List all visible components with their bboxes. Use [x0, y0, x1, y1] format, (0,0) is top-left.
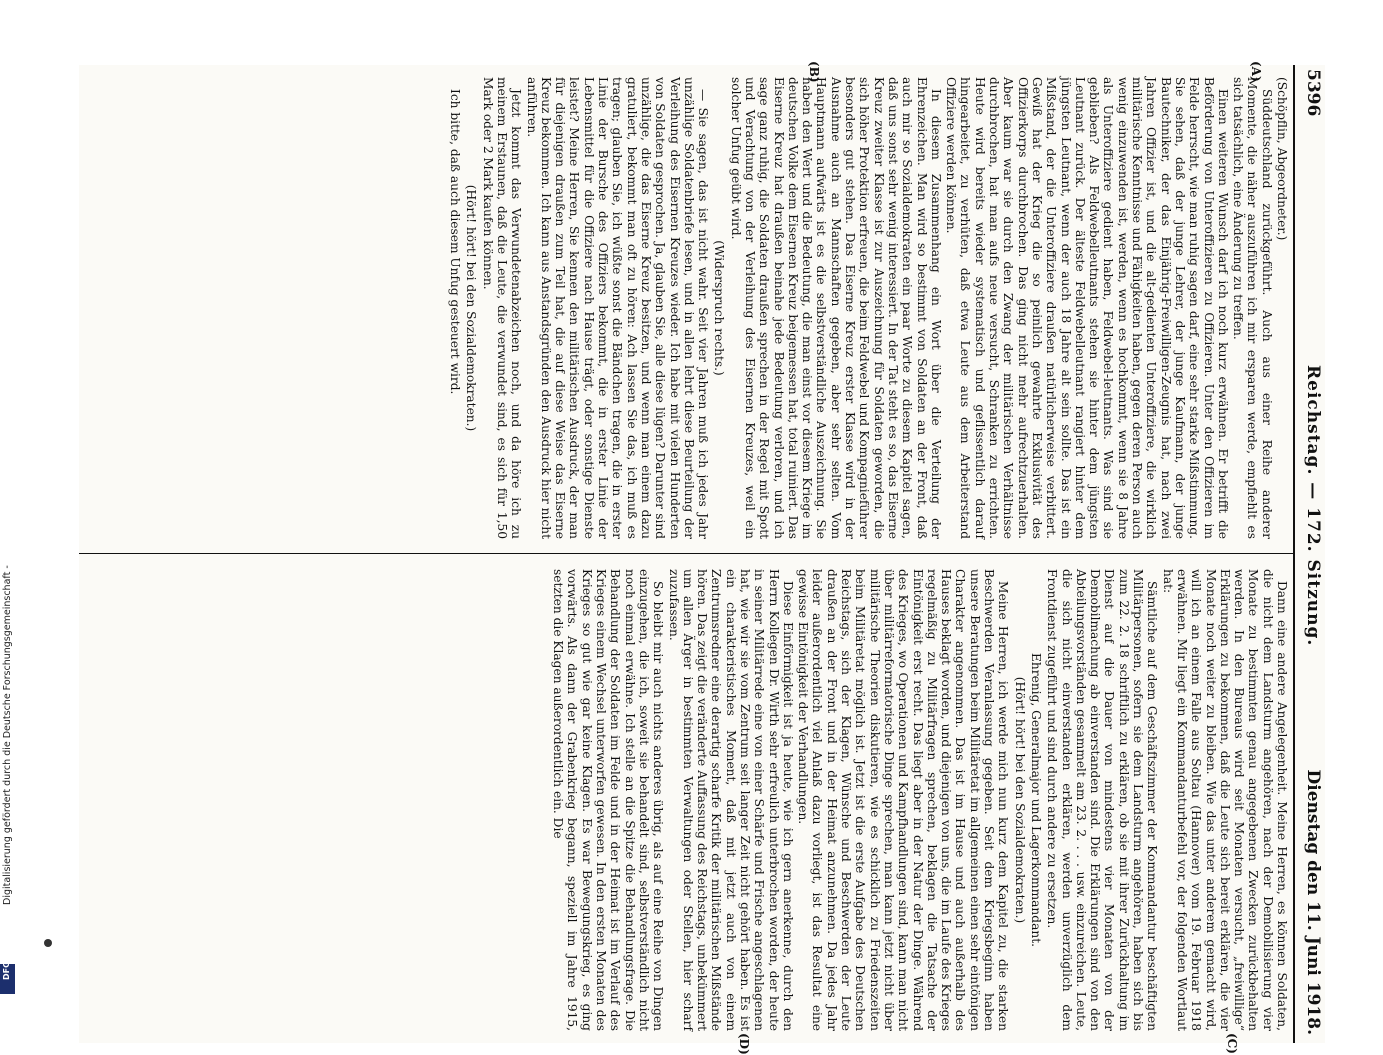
ink-spot	[44, 939, 52, 947]
margin-marker-b: (B)	[807, 61, 821, 83]
column-divider	[79, 553, 1293, 554]
paragraph: Dann eine andere Angelegenheit. Meine Herren, es können Soldaten, die nicht dem Landsturm angehören, nach der Demobilisierung vier Monate zu bestimmten genau angegebenen Zwecken zurückbehalten werden. In den Bureaus wird seit Monaten versucht, „freiwillige“ Erklärungen zu bekommen, daß die Leute sich bereit erklären, die vier Monate noch weiter zu bleiben. Wie das unter anderem gemacht wird, will ich an einem Falle aus Soltau (Hannover) vom 19. Februar 1918 erwähnen. Mir liegt ein Kommandanturbefehl vor, der folgenden Wortlaut hat:	[1160, 569, 1289, 1031]
page-number: 5396	[1303, 69, 1323, 117]
header-rule	[1293, 65, 1295, 1043]
interjection: (Hört! hört! bei den Sozialdemokraten.)	[1012, 676, 1027, 924]
signature-line: Ehrenig, Generalmajor und Lagerkommandant.	[1028, 653, 1043, 947]
left-column	[447, 77, 1289, 539]
page-header	[1297, 65, 1325, 1043]
paragraph: Meine Herren, ich werde mich nun kurz dem Kapitel zu, die starken Beschwerden Veranlassung gegeben. Seit dem Kriegsbeginn haben unsere Beratungen beim Militäretat im allgemeinen einen sehr eintönigen Charakter angenommen. Das ist im Hause und auch außerhalb des Hauses beklagt worden, und diejenigen von uns, die im Laufe des Krieges regelmäßig zu Militärfragen sprechen, beklagen die Tatsache der Eintönigkeit erst recht. Das liegt aber in der Natur der Dinge. Während des Krieges, wo Operationen und Kampfhandlungen sind, kann man nicht über militärreformatorische Dinge sprechen, man kann jetzt nicht über militärische Theorien diskutieren, wie es schicklich zu Friedenszeiten beim Militäretat möglich ist. Jetzt ist die erste Aufgabe des Deutschen Reichstags, sich der Klagen, Wünsche und Beschwerden der Leute draußen an der Front und in der Heimat anzunehmen. Da jedes Jahr leider außerordentlich viel Anlaß dazu vorliegt, ist das Resultat eine gewisse Eintönigkeit der Verhandlungen.	[796, 569, 1011, 1031]
interjection: (Hört! hört! bei den Sozialdemokraten.)	[464, 184, 479, 432]
speaker-line: (Schöpflin, Abgeordneter.)	[1275, 77, 1289, 241]
dfg-logo	[0, 961, 15, 994]
margin-marker-c: (C)	[1225, 1033, 1239, 1054]
margin-marker-d: (D)	[737, 1033, 751, 1055]
right-column	[550, 569, 1289, 1031]
paragraph: Jetzt kommt das Verwundetenabzeichen noch, und da höre ich zu meinem Erstaunen, daß die Leute, die verwundet sind, es sich für 1,50 Mark oder 2 Mark kaufen können.	[480, 77, 524, 539]
funding-credit: Digitalisierung gefördert durch die Deutsche Forschungsgemeinschaft -	[2, 565, 13, 905]
digitization-sidebar	[0, 0, 18, 1000]
session-date: Dienstag den 11. Juni 1918.	[1303, 769, 1323, 1035]
paragraph: In diesem Zusammenhang ein Wort über die Verteilung der Ehrenzeichen. Man wird so bestimmt von Soldaten an der Front, daß auch mir so Sozialdemokraten ein paar Worte zu diesem Kapitel sagen, daß uns sonst sehr wenig interessiert. In der Tat steht es so, das Eiserne Kreuz zweiter Klasse ist zur Auszeichnung für Soldaten geworden, die sich höher Protektion erfreuen, die beim Feldwebel und Kompagnieführer besonders gut stehen. Das Eiserne Kreuz erster Klasse wird in der Ausnahme auch an Mannschaften gegeben, aber sehr selten. Vom Hauptmann aufwärts ist es die selbstverständliche Auszeichnung. Sie haben den Wert und die Bedeutung, die man einst vor diesem Kriege im deutschen Volke dem Eisernen Kreuz beigemessen hat, total ruiniert. Das Eiserne Kreuz hat draußen beinahe jede Bedeutung verloren, und ich sage ganz ruhig, die Soldaten draußen sprechen in der Regel mit Spott und Verachtung von der Verleihung des Eisernen Kreuzes, weil ein solcher Unfug geübt wird.	[728, 77, 943, 539]
paragraph: — Sie sagen, das ist nicht wahr. Seit vier Jahren muß ich jedes Jahr unzählige Soldatenbriefe lesen, und in allen lehrt diese Beurteilung der Verleihung des Eisernen Kreuzes wieder. Ich habe mit vielen Hunderten von Soldaten gesprochen. Ja, glauben Sie, alle diese lügen? Darunter sind unzählige, die das Eiserne Kreuz besitzen, und wenn man einem dazu gratuliert, bekommt man oft zu hören: Ach lassen Sie das, ich muß es tragen; glauben Sie, ich wüßte sonst die Bändchen tragen, die in erster Linie der Bursche des Offiziers bekommt, die in erster Linie der Lebensmittel für die Offiziere nach Hause trägt, oder sonstige Dienste leistet? Meine Herren, Sie kennen den militärischen Ausdruck, der man für diejenigen draußen zum Teil hat, die auf diese Weise das Eiserne Kreuz bekommen. Ich kann aus Anstandsgründen den Ausdruck hier nicht anführen.	[524, 77, 711, 539]
margin-marker-a: (A)	[1249, 61, 1263, 82]
paragraph: Süddeutschland zurückgeführt. Auch aus einer Reihe anderer Momente, die näher auszuführen ich mir ersparen werde, empfiehlt es sich tatsächlich, eine Änderung zu treffen.	[1231, 77, 1274, 539]
quoted-order: Sämtliche auf dem Geschäftszimmer der Kommandantur beschäftigten Militärpersonen, sofern sie dem Landsturm angehören, haben sich bis zum 22. 2. 18 schriftlich zu erklären, ob sie mit ihrer Zurückhaltung im Dienst auf die Dauer von mindestens vier Monaten von der Demobilmachung ab einverstanden sind. Die Erklärungen sind von den Abteilungsvorständen gesammelt am 23. 2. . . . usw. einzureichen. Leute, die sich nicht einverstanden erklären, werden unverzüglich dem Frontdienst zugeführt und sind durch andere zu ersetzen.	[1045, 569, 1160, 1031]
document-page	[79, 61, 1325, 1055]
paragraph: Einen weiteren Wunsch darf ich noch kurz erwähnen. Er betrifft die Beförderung von Unteroffizieren zu Offizieren. Unter den Offizieren im Felde herrscht, wie man ruhig sagen darf, eine sehr starke Mißstimmung. Sie sehen, daß der junge Lehrer, der junge Kaufmann, der junge Bautechniker, der das Einjährig-Freiwilligen-Zeugnis hat, nach zwei Jahren Offizier ist, und die alt-gedienten Unteroffiziere, die wirklich militärische Kenntnisse und Fähigkeiten haben, gegen deren Person auch wenig einzuwenden ist, werden, wenn es hochkommt, wenn sie 8 Jahre als Unteroffiziere gedient haben, Feldwebel-leutnants. Was sind sie geblieben? Als Feldwebelleutnants stehen sie hinter dem jüngsten Leutnant zurück. Der älteste Feldwebelleutnant rangiert hinter dem jüngsten Leutnant, wenn der auch 18 Jahre alt sein sollte. Das ist ein Mißstand, der die Unteroffiziere draußen natürlicherweise verbittert. Gewiß hat der Krieg die so peinlich gewahrte Exklusivität des Offizierkorps durchbrochen. Das ging nicht mehr aufrechtzuerhalten. Aber kaum war sie durch den Zwang der militärischen Verhältnisse durchbrochen, hat man aufs neue versucht, Schranken zu errichten. Heute wird bereits wieder systematisch und geflissentlich darauf hingearbeitet, zu verhüten, daß etwa Leute aus dem Arbeiterstand Offiziere werden können.	[944, 77, 1230, 539]
interjection: (Widerspruch rechts.)	[712, 240, 727, 376]
paragraph: Diese Einförmigkeit ist ja heute, wie ich gern anerkenne, durch den Herrn Kollegen Dr. Wirth sehr erfreulich unterbrochen worden, der heute in seiner Militärrede eine von einer Schärfe und Frische angeschlagenen hat, wie wir sie vom Zentrum seit langer Zeit nicht gehört haben. Es ist ein charakteristisches Moment, daß mit jetzt auch von einem Zentrumsredner eine derartig scharfe Kritik der militärischen Mißstände hören. Das zeigt die veränderte Auffassung des Reichstags, unbekümmert um allen Ärger in bestimmten Verwaltungen oder Stellen, hier scharf zuzufassen.	[666, 569, 795, 1031]
paragraph: Ich bitte, daß auch diesem Unfug gesteuert wird.	[448, 89, 463, 395]
dfg-logo-text: DFG	[2, 961, 11, 980]
session-title: Reichstag. — 172. Sitzung.	[1303, 365, 1323, 647]
paragraph: So bleibt mir auch nichts anderes übrig, als auf eine Reihe von Dingen einzugehen, die ich, soweit sie behandelt sind, selbstverständlich nicht noch einmal erwähne. Ich stelle an die Spitze die Behandlungsfrage. Die Behandlung der Soldaten im Felde und in der Heimat ist im Verlauf des Krieges einem Wechsel unterworfen gewesen. In den ersten Monaten des Krieges so gut wie gar keine Klagen. Es war Bewegungskrieg, es ging vorwärts. Als dann der Grabenkrieg begann, speziell im Jahre 1915, setzten die Klagen außerordentlich ein. Die	[551, 569, 666, 1031]
